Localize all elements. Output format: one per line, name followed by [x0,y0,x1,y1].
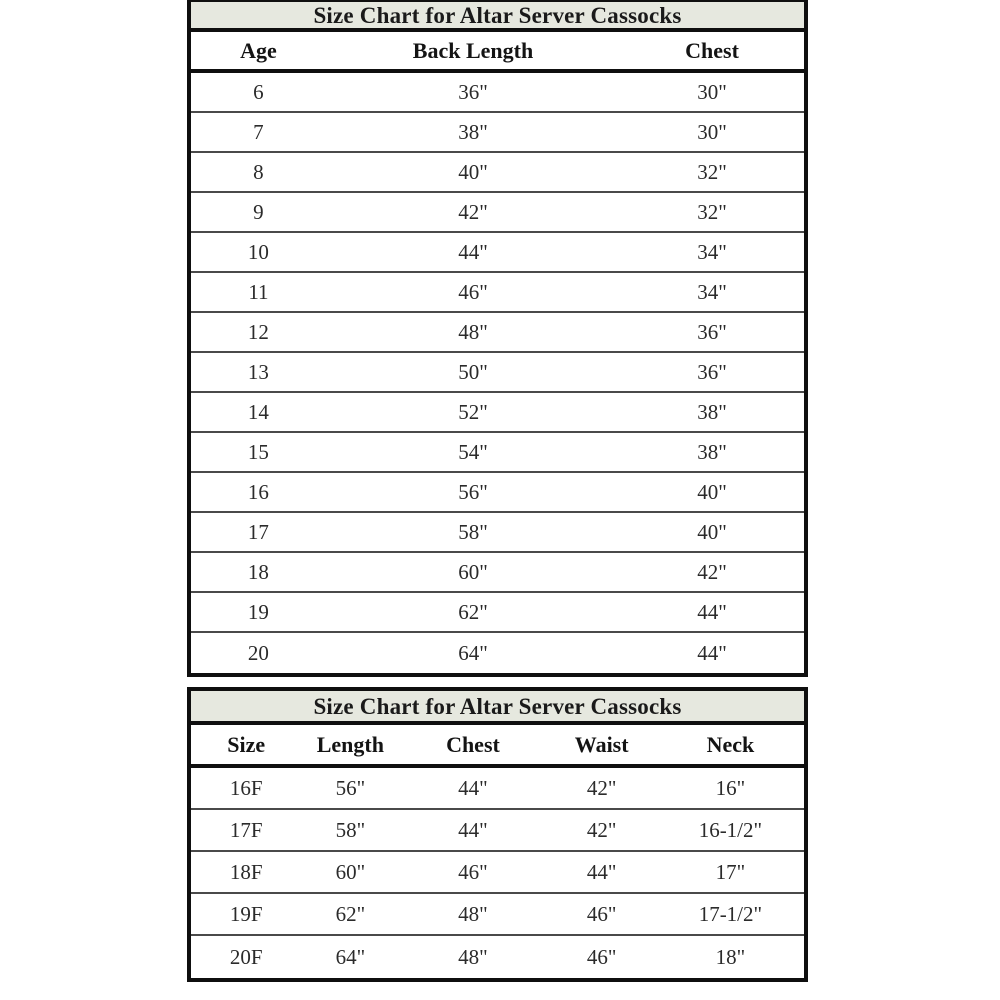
table-row [191,852,804,894]
table-cell: 46" [458,859,488,884]
table-cell: 18" [715,944,746,969]
table-cell: 16F [229,775,263,800]
table-cell: 42" [586,817,617,842]
table-cell: 38" [697,439,727,464]
size-chart-table-adult [187,687,808,982]
table-cell: 20 [247,640,269,665]
table-cell: 18F [229,859,263,884]
table-cell: 42" [458,199,488,224]
table-cell: 44" [458,239,488,264]
table-row [191,894,804,936]
table-cell: 36" [697,359,727,384]
table-cell: 42" [586,775,617,800]
column-header: Length [316,731,384,757]
table-cell: 17" [715,859,746,884]
table-cell: 16-1/2" [698,817,763,842]
column-header: Chest [446,731,500,757]
table-cell: 36" [697,319,727,344]
table-row [191,936,804,978]
table-cell: 10 [247,239,269,264]
table-row [191,313,804,353]
table-cell: 44" [458,817,488,842]
table-cell: 18 [247,559,269,584]
table-cell: 50" [458,359,488,384]
table-cell: 60" [335,859,366,884]
table-cell: 62" [335,901,366,926]
table-cell: 32" [697,159,727,184]
table-title: Size Chart for Altar Server Cassocks [191,691,804,725]
table-cell: 14 [247,399,269,424]
table-cell: 6 [253,79,264,104]
table-row [191,393,804,433]
table-cell: 34" [697,239,727,264]
table-body [191,768,804,978]
table-cell: 17F [229,817,263,842]
table-header-row [191,32,804,73]
table-cell: 38" [458,119,488,144]
table-row [191,633,804,673]
table-cell: 48" [458,901,488,926]
table-cell: 30" [697,79,727,104]
table-cell: 64" [335,944,366,969]
table-row [191,433,804,473]
table-cell: 16" [715,775,746,800]
table-cell: 36" [458,79,488,104]
table-cell: 17 [247,519,269,544]
table-row [191,473,804,513]
table-cell: 42" [697,559,727,584]
table-cell: 40" [697,479,727,504]
table-cell: 34" [697,279,727,304]
table-cell: 44" [458,775,488,800]
table-cell: 11 [248,279,269,304]
column-header: Chest [685,37,739,63]
table-row [191,353,804,393]
size-charts-container [187,0,808,982]
table-cell: 15 [247,439,269,464]
column-header: Back Length [412,37,534,63]
table-row [191,233,804,273]
table-row [191,273,804,313]
table-cell: 56" [458,479,488,504]
table-cell: 48" [458,319,488,344]
size-chart-table-youth [187,0,808,677]
table-cell: 52" [458,399,488,424]
table-cell: 44" [586,859,617,884]
table-row [191,553,804,593]
table-cell: 64" [458,640,488,665]
column-header: Waist [574,731,629,757]
table-row [191,113,804,153]
table-cell: 60" [458,559,488,584]
table-title: Size Chart for Altar Server Cassocks [191,2,804,32]
table-cell: 16 [247,479,269,504]
column-header: Neck [706,731,755,757]
table-cell: 62" [458,599,488,624]
column-header: Age [240,37,277,63]
table-row [191,193,804,233]
table-cell: 44" [697,640,727,665]
column-header: Size [227,731,266,757]
table-cell: 46" [458,279,488,304]
table-cell: 46" [586,944,617,969]
table-cell: 20F [229,944,263,969]
table-cell: 46" [586,901,617,926]
table-cell: 56" [335,775,366,800]
table-cell: 12 [247,319,269,344]
table-row [191,73,804,113]
table-body [191,73,804,673]
table-cell: 19 [247,599,269,624]
table-cell: 30" [697,119,727,144]
table-cell: 13 [247,359,269,384]
table-header-row [191,725,804,768]
table-cell: 40" [697,519,727,544]
table-cell: 7 [253,119,264,144]
table-cell: 40" [458,159,488,184]
table-cell: 44" [697,599,727,624]
table-row [191,593,804,633]
table-cell: 32" [697,199,727,224]
table-row [191,768,804,810]
table-cell: 19F [229,901,263,926]
table-cell: 8 [253,159,264,184]
table-row [191,810,804,852]
table-cell: 9 [253,199,264,224]
table-row [191,153,804,193]
table-cell: 48" [458,944,488,969]
table-cell: 58" [335,817,366,842]
table-cell: 58" [458,519,488,544]
table-cell: 38" [697,399,727,424]
table-cell: 17-1/2" [698,901,763,926]
table-row [191,513,804,553]
table-cell: 54" [458,439,488,464]
